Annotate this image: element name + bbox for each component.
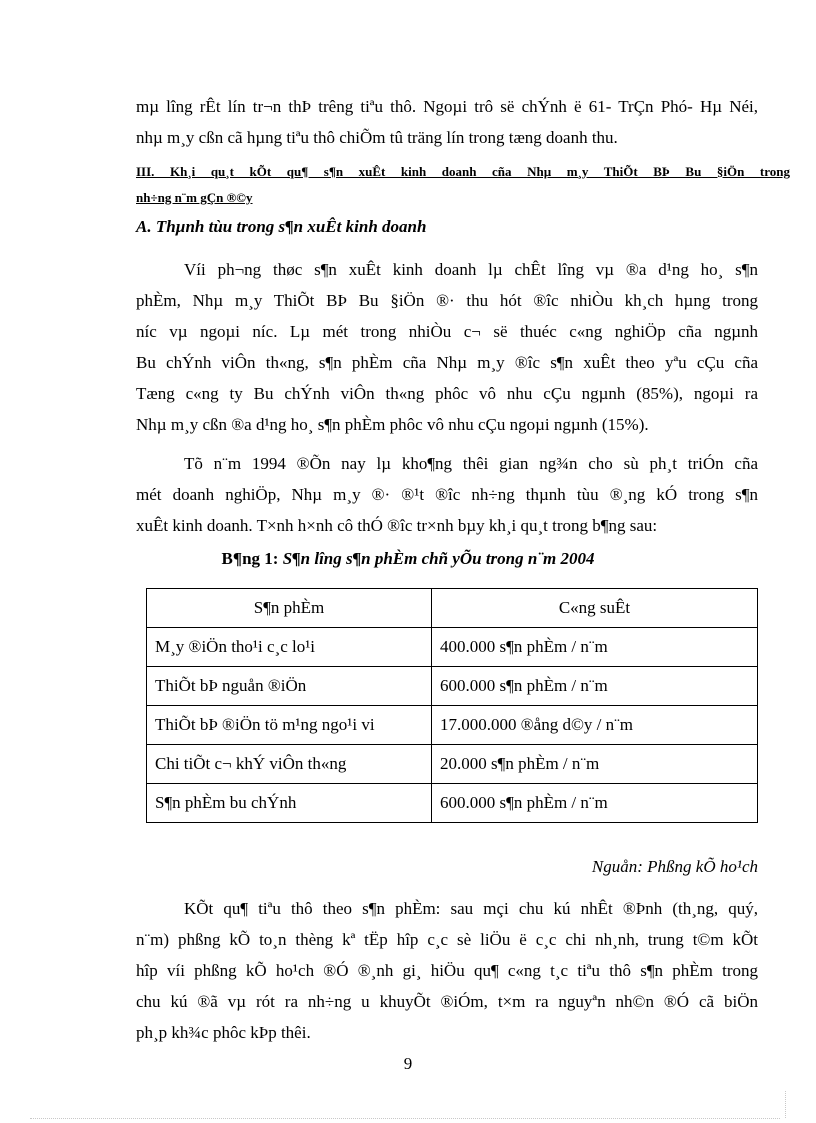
table-row — [147, 745, 758, 784]
text-line: Nhµ m¸y cßn ®a d¹ng ho¸ s¶n phÈm phôc vô nhu cÇu ngoµi ngµnh (15%). — [136, 415, 649, 434]
production-table — [146, 588, 758, 823]
table-title-prefix: B¶ng 1: — [221, 549, 283, 568]
table-row — [147, 628, 758, 667]
table-cell-capacity: 600.000 s¶n phÈm / n¨m — [432, 667, 758, 706]
text-line: Víi ph¬ng thøc s¶n xuÊt kinh doanh lµ chÊt lîng vµ ®a d¹ng ho¸ s¶n — [184, 260, 758, 279]
page-number: 9 — [403, 1054, 413, 1073]
table-header-cell: S¶n phÈm — [147, 589, 432, 628]
heading-line: nh÷ng n¨m gÇn ®©y — [136, 190, 253, 205]
table-cell-product: Chi tiÕt c¬ khÝ viÔn th«ng — [147, 745, 432, 784]
text-line: ph¸p kh¾c phôc kÞp thêi. — [136, 1023, 311, 1042]
text-line: Tõ n¨m 1994 ®Õn nay lµ kho¶ng thêi gian ng¾n cho sù ph¸t triÓn cña — [184, 454, 758, 473]
page-border-corner — [785, 1091, 786, 1118]
paragraph-2 — [136, 448, 758, 541]
table-cell-capacity: 600.000 s¶n phÈm / n¨m — [432, 784, 758, 823]
text-line: KÕt qu¶ tiªu thô theo s¶n phÈm: sau mçi chu kú nhÊt ®Þnh (th¸ng, quý, — [184, 899, 758, 918]
table-cell-product: ThiÕt bÞ nguån ®iÖn — [147, 667, 432, 706]
table-row — [147, 667, 758, 706]
table-header-cell: C«ng suÊt — [432, 589, 758, 628]
heading-line: III. Kh¸i qu¸t kÕt qu¶ s¶n xuÊt kinh doanh cña Nhµ m¸y ThiÕt BÞ Bu §iÖn trong — [136, 164, 790, 179]
text-line: níc vµ ngoµi níc. Lµ mét trong nhiÒu c¬ së thuéc c«ng nghiÖp cña ngµnh — [136, 322, 758, 341]
table-title-caption: S¶n lîng s¶n phÈm chñ yÕu trong n¨m 2004 — [282, 549, 595, 568]
paragraph-3 — [136, 893, 758, 1048]
text-line: n¨m) phßng kÕ to¸n thèng kª tËp hîp c¸c sè liÖu ë c¸c chi nh¸nh, trung t©m kÕt — [136, 930, 758, 949]
table-header-row — [147, 589, 758, 628]
paragraph-intro — [136, 91, 758, 153]
text-line: mµ lîng rÊt lín tr¬n thÞ trêng tiªu thô. Ngoµi trô së chÝnh ë 61- TrÇn Phó- Hµ Néi, — [136, 97, 758, 116]
text-line: chu kú ®ã vµ rót ra nh÷ng u khuyÕt ®iÓm, t×m ra nguyªn nh©n ®Ó cã biÖn — [136, 992, 758, 1011]
table-cell-product: S¶n phÈm bu chÝnh — [147, 784, 432, 823]
text-line: Bu chÝnh viÔn th«ng, s¶n phÈm cña Nhµ m¸y ®îc s¶n xuÊt theo yªu cÇu cña — [136, 353, 758, 372]
table-cell-capacity: 400.000 s¶n phÈm / n¨m — [432, 628, 758, 667]
table-title — [0, 549, 816, 569]
text-line: phÈm, Nhµ m¸y ThiÕt BÞ Bu §iÖn ®· thu hót ®îc nhiÒu kh¸ch hµng trong — [136, 291, 758, 310]
text-line: xuÊt kinh doanh. T×nh h×nh cô thÓ ®îc tr×nh bµy kh¸i qu¸t trong b¶ng sau: — [136, 516, 658, 535]
table-cell-product: ThiÕt bÞ ®iÖn tö m¹ng ngo¹i vi — [147, 706, 432, 745]
paragraph-1 — [136, 254, 758, 440]
text-line: mét doanh nghiÖp, Nhµ m¸y ®· ®¹t ®îc nh÷ng thµnh tùu ®¸ng kÓ trong s¶n — [136, 485, 758, 504]
section-heading-iii — [136, 159, 790, 211]
subsection-heading-a: A. Thµnh tùu trong s¶n xuÊt kinh doanh — [136, 217, 427, 236]
table-row — [147, 784, 758, 823]
table-cell-product: M¸y ®iÖn tho¹i c¸c lo¹i — [147, 628, 432, 667]
text-line: hîp víi phßng kÕ ho¹ch ®Ó ®¸nh gi¸ hiÖu qu¶ c«ng t¸c tiªu thô s¶n phÈm trong — [136, 961, 758, 980]
text-line: Tæng c«ng ty Bu chÝnh viÔn th«ng phôc vô nhu cÇu ngµnh (85%), ngoµi ra — [136, 384, 758, 403]
table-row — [147, 706, 758, 745]
table-cell-capacity: 20.000 s¶n phÈm / n¨m — [432, 745, 758, 784]
table-source: Nguån: Phßng kÕ ho¹ch — [591, 857, 758, 876]
table-cell-capacity: 17.000.000 ®ång d©y / n¨m — [432, 706, 758, 745]
text-line: nhµ m¸y cßn cã hµng tiªu thô chiÕm tû träng lín trong tæng doanh thu. — [136, 128, 618, 147]
page-border-bottom — [30, 1118, 780, 1119]
